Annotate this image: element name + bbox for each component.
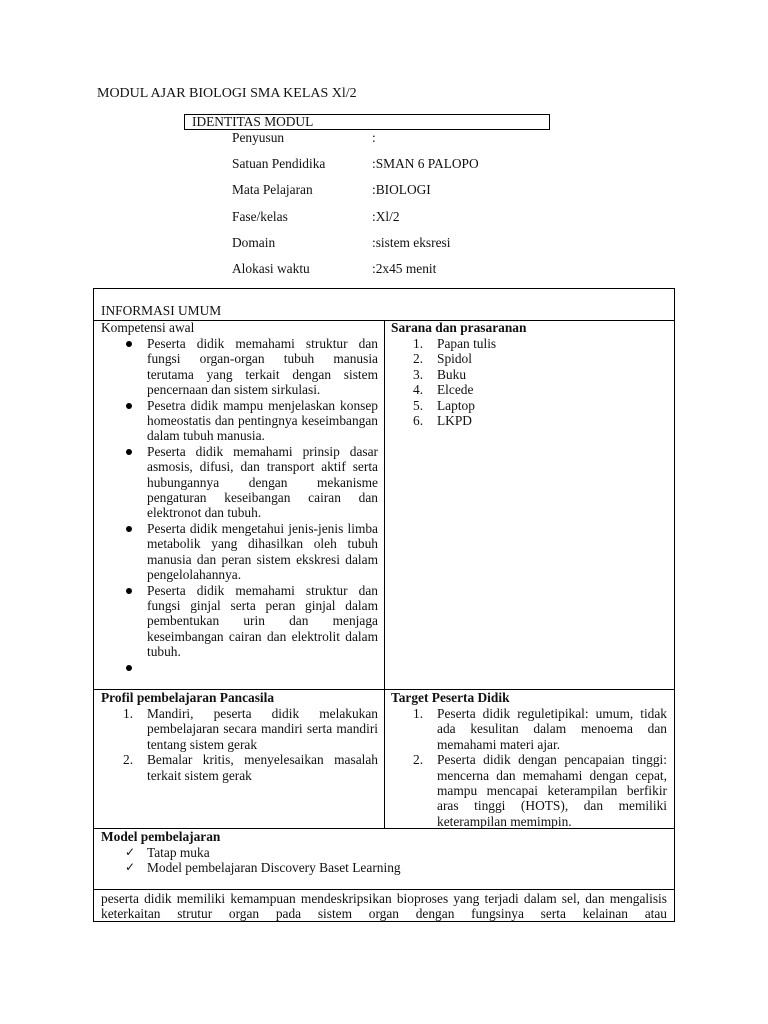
identitas-value: :sistem eksresi — [372, 235, 451, 250]
checkmark-icon: ✓ — [125, 845, 136, 859]
identitas-value: :2x45 menit — [372, 261, 437, 276]
list-item: Peserta didik mengetahui jenis-jenis limba metabolik yang dihasilkan oleh tubuh manusia dan peran sistem ekskresi dalam pengelolahannya. — [101, 521, 378, 583]
identitas-label: Mata Pelajaran — [232, 182, 313, 197]
identitas-label: Penyusun — [232, 130, 285, 145]
informasi-umum-header: INFORMASI UMUM — [101, 303, 222, 318]
identitas-label: Domain — [232, 235, 276, 250]
identitas-label: Fase/kelas — [232, 209, 288, 224]
divider — [94, 889, 674, 890]
profil-pancasila-title: Profil pembelajaran Pancasila — [101, 690, 275, 705]
identitas-label: Alokasi waktu — [232, 261, 310, 276]
list-item: 2. Spidol — [413, 351, 472, 367]
bullet-icon — [126, 449, 132, 455]
list-item: 6. LKPD — [413, 413, 472, 429]
checkmark-icon: ✓ — [125, 860, 136, 875]
bullet-icon — [126, 665, 132, 671]
list-item: 3. Buku — [413, 366, 467, 382]
identitas-modul-header: IDENTITAS MODUL — [192, 114, 314, 129]
bullet-icon — [126, 341, 132, 347]
identitas-label: Satuan Pendidika — [232, 156, 326, 171]
list-item: 2. Peserta didik dengan pencapaian tinggi: mencerna dan memahami dengan cepat, mampu mencapai keterampilan berfikir aras tinggi (HOTS), dan memiliki keterampilan memimpin. — [413, 752, 667, 829]
identitas-value: :BIOLOGI — [372, 182, 431, 197]
identitas-value: :SMAN 6 PALOPO — [372, 156, 479, 171]
list-item: ✓ Tatap muka — [125, 845, 210, 860]
list-item: ✓ Model pembelajaran Discovery Baset Learning — [125, 860, 401, 876]
list-item: 1. Mandiri, peserta didik melakukan pembelajaran secara mandiri serta mandiri tentang sistem gerak — [123, 706, 378, 752]
informasi-umum-table — [93, 288, 675, 922]
bullet-icon — [126, 526, 132, 532]
list-item: Peserta didik memahami prinsip dasar asmosis, difusi, dan transport aktif serta hubungannya dengan mekanisme pengaturan keseibangan cairan dan elektronot dan tubuh. — [101, 444, 378, 521]
deskripsi-capaian-text: peserta didik memiliki kemampuan mendeskripsikan bioproses yang terjadi dalam sel, dan mengalisis keterkaitan strutur organ pada sistem organ dengan fungsinya serta kelainan atau — [101, 891, 667, 922]
identitas-value: : — [372, 130, 376, 145]
list-item: 2. Bemalar kritis, menyelesaikan masalah terkait sistem gerak — [123, 752, 378, 783]
list-item: 1. Papan tulis — [413, 336, 497, 351]
list-item: Peserta didik memahami struktur dan fungsi organ-organ tubuh manusia terutama yang terkait dengan sistem pencernaan dan sistem sirkulasi. — [101, 336, 378, 398]
kompetensi-awal-title: Kompetensi awal — [101, 320, 195, 335]
kompetensi-awal-list — [101, 336, 378, 676]
list-item: 5. Laptop — [413, 397, 475, 413]
bullet-icon — [126, 403, 132, 409]
target-peserta-title: Target Peserta Didik — [391, 690, 510, 705]
list-item: 1. Peserta didik reguletipikal: umum, tidak ada kesulitan dalam menoema dan memahami materi ajar. — [413, 706, 667, 752]
model-pembelajaran-list — [101, 845, 661, 876]
model-pembelajaran-title: Model pembelajaran — [101, 829, 221, 844]
target-peserta-list — [391, 706, 667, 829]
identitas-modul-box — [184, 114, 550, 130]
column-divider — [384, 320, 385, 828]
identitas-value: :Xl/2 — [372, 209, 400, 224]
document-title: MODUL AJAR BIOLOGI SMA KELAS Xl/2 — [97, 86, 357, 101]
bullet-icon — [126, 588, 132, 594]
list-item-empty — [101, 660, 378, 676]
list-item: Peserta didik memahami struktur dan fungsi ginjal serta peran ginjal dalam pembentukan urin dan menjaga keseimbangan cairan dan elektrolit dalam tubuh. — [101, 583, 378, 660]
sarana-list — [391, 336, 667, 428]
list-item: 4. Elcede — [413, 382, 474, 398]
list-item: Pesetra didik mampu menjelaskan konsep homeostatis dan pentingnya keseimbangan dalam tubuh manusia. — [101, 398, 378, 444]
profil-pancasila-list — [101, 706, 378, 783]
sarana-title: Sarana dan prasaranan — [391, 320, 527, 335]
